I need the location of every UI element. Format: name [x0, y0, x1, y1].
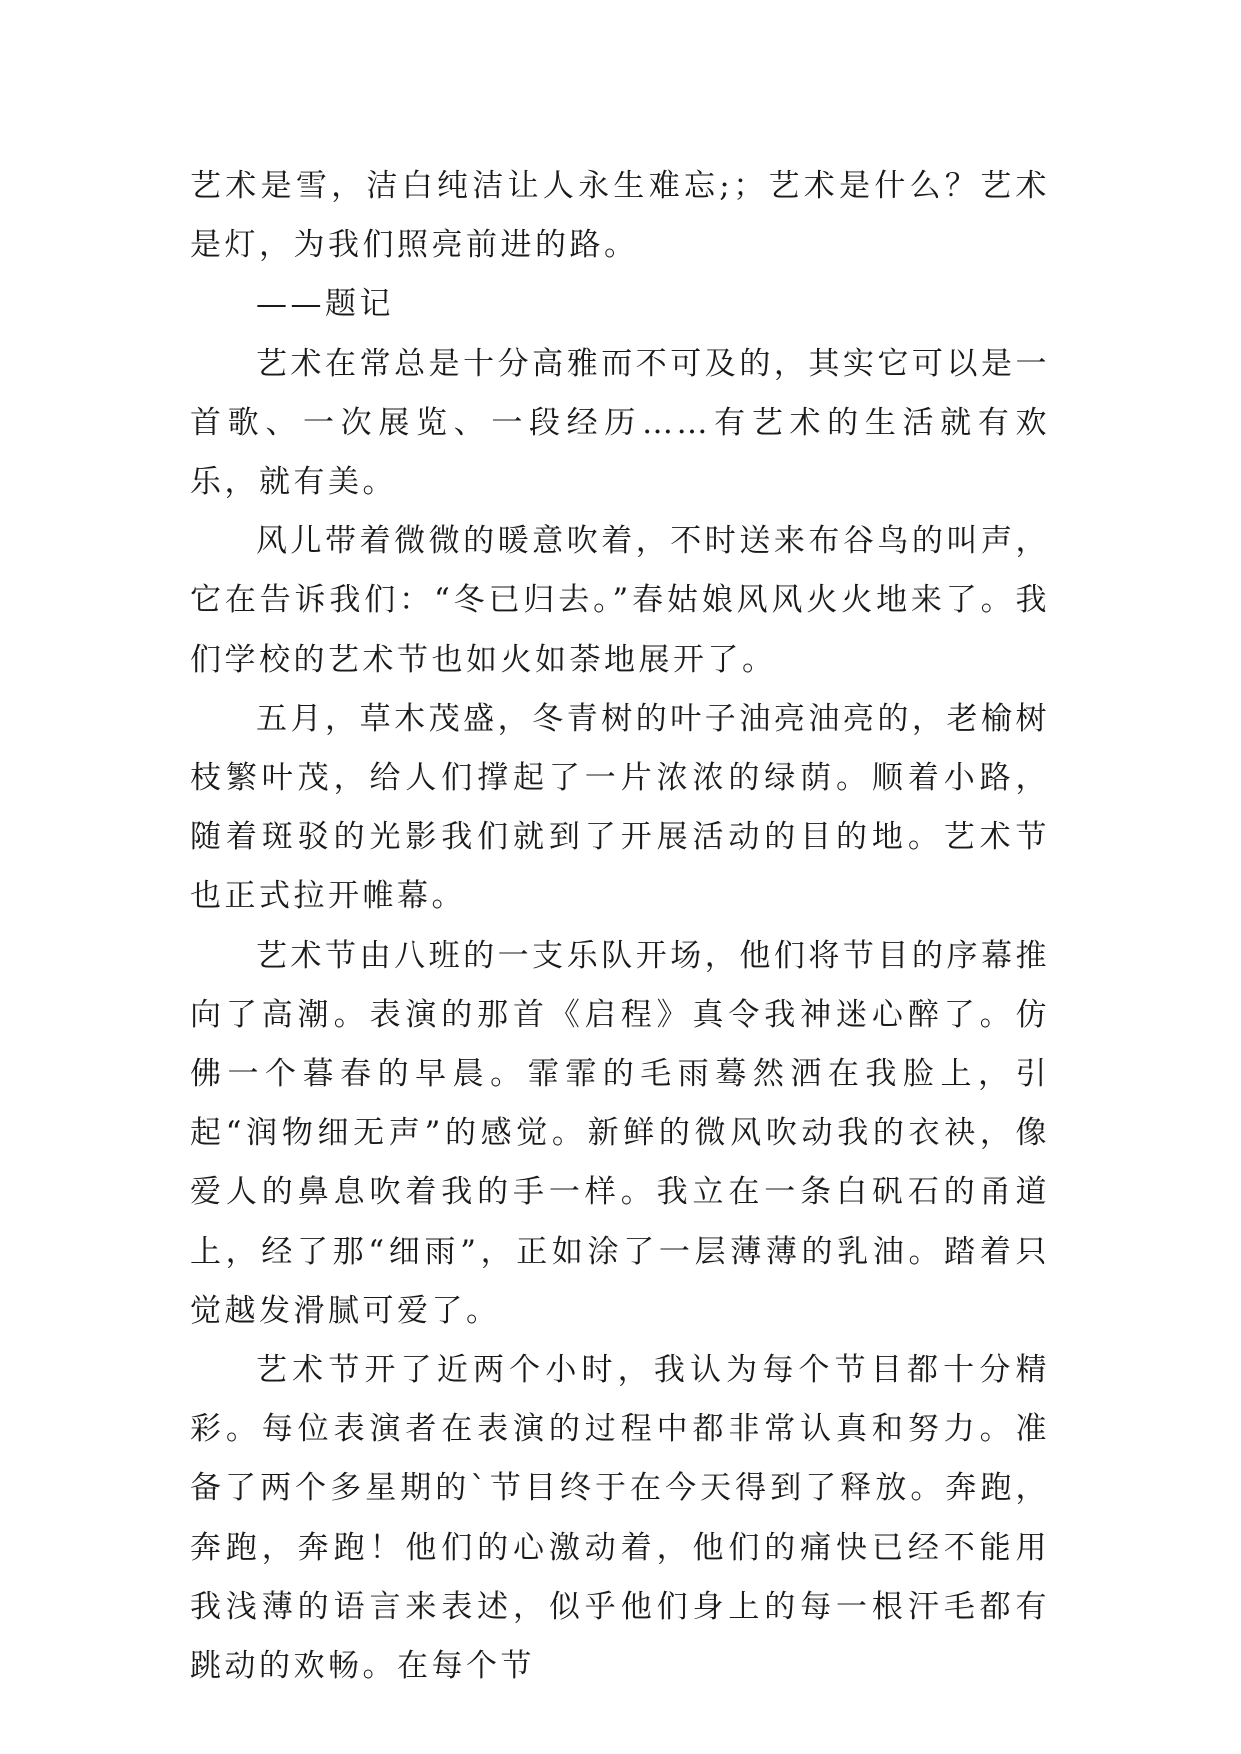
document-body: [190, 157, 1050, 1696]
paragraph: 艺术在常总是十分高雅而不可及的，其实它可以是一首歌、一次展览、一段经历……有艺术的生活就有欢乐，就有美。: [190, 345, 1050, 501]
paragraph: 五月，草木茂盛，冬青树的叶子油亮油亮的，老榆树枝繁叶茂，给人们撑起了一片浓浓的绿荫。顺着小路，随着斑驳的光影我们就到了开展活动的目的地。艺术节也正式拉开帷幕。: [190, 700, 1050, 915]
paragraph: 艺术节开了近两个小时，我认为每个节目都十分精彩。每位表演者在表演的过程中都非常认真和努力。准备了两个多星期的`节目终于在今天得到了释放。奔跑，奔跑，奔跑！他们的心激动着，他们的痛快已经不能用我浅薄的语言来表述，似乎他们身上的每一根汗毛都有跳动的欢畅。在每个节: [190, 1352, 1050, 1685]
paragraph-epigraph: 艺术是雪，洁白纯洁让人永生难忘;；艺术是什么？艺术是灯，为我们照亮前进的路。: [190, 168, 1050, 264]
paragraph: 艺术节由八班的一支乐队开场，他们将节目的序幕推向了高潮。表演的那首《启程》真令我神迷心醉了。仿佛一个暮春的早晨。霏霏的毛雨蓦然洒在我脸上，引起“润物细无声”的感觉。新鲜的微风吹动我的衣袂，像爱人的鼻息吹着我的手一样。我立在一条白矾石的甬道上，经了那“细雨”，正如涂了一层薄薄的乳油。踏着只觉越发滑腻可爱了。: [190, 937, 1050, 1329]
paragraph-epigraph-attribution: ——题记: [256, 286, 394, 323]
paragraph: 风儿带着微微的暖意吹着，不时送来布谷鸟的叫声，它在告诉我们：“冬已归去。”春姑娘风风火火地来了。我们学校的艺术节也如火如荼地展开了。: [190, 523, 1050, 678]
